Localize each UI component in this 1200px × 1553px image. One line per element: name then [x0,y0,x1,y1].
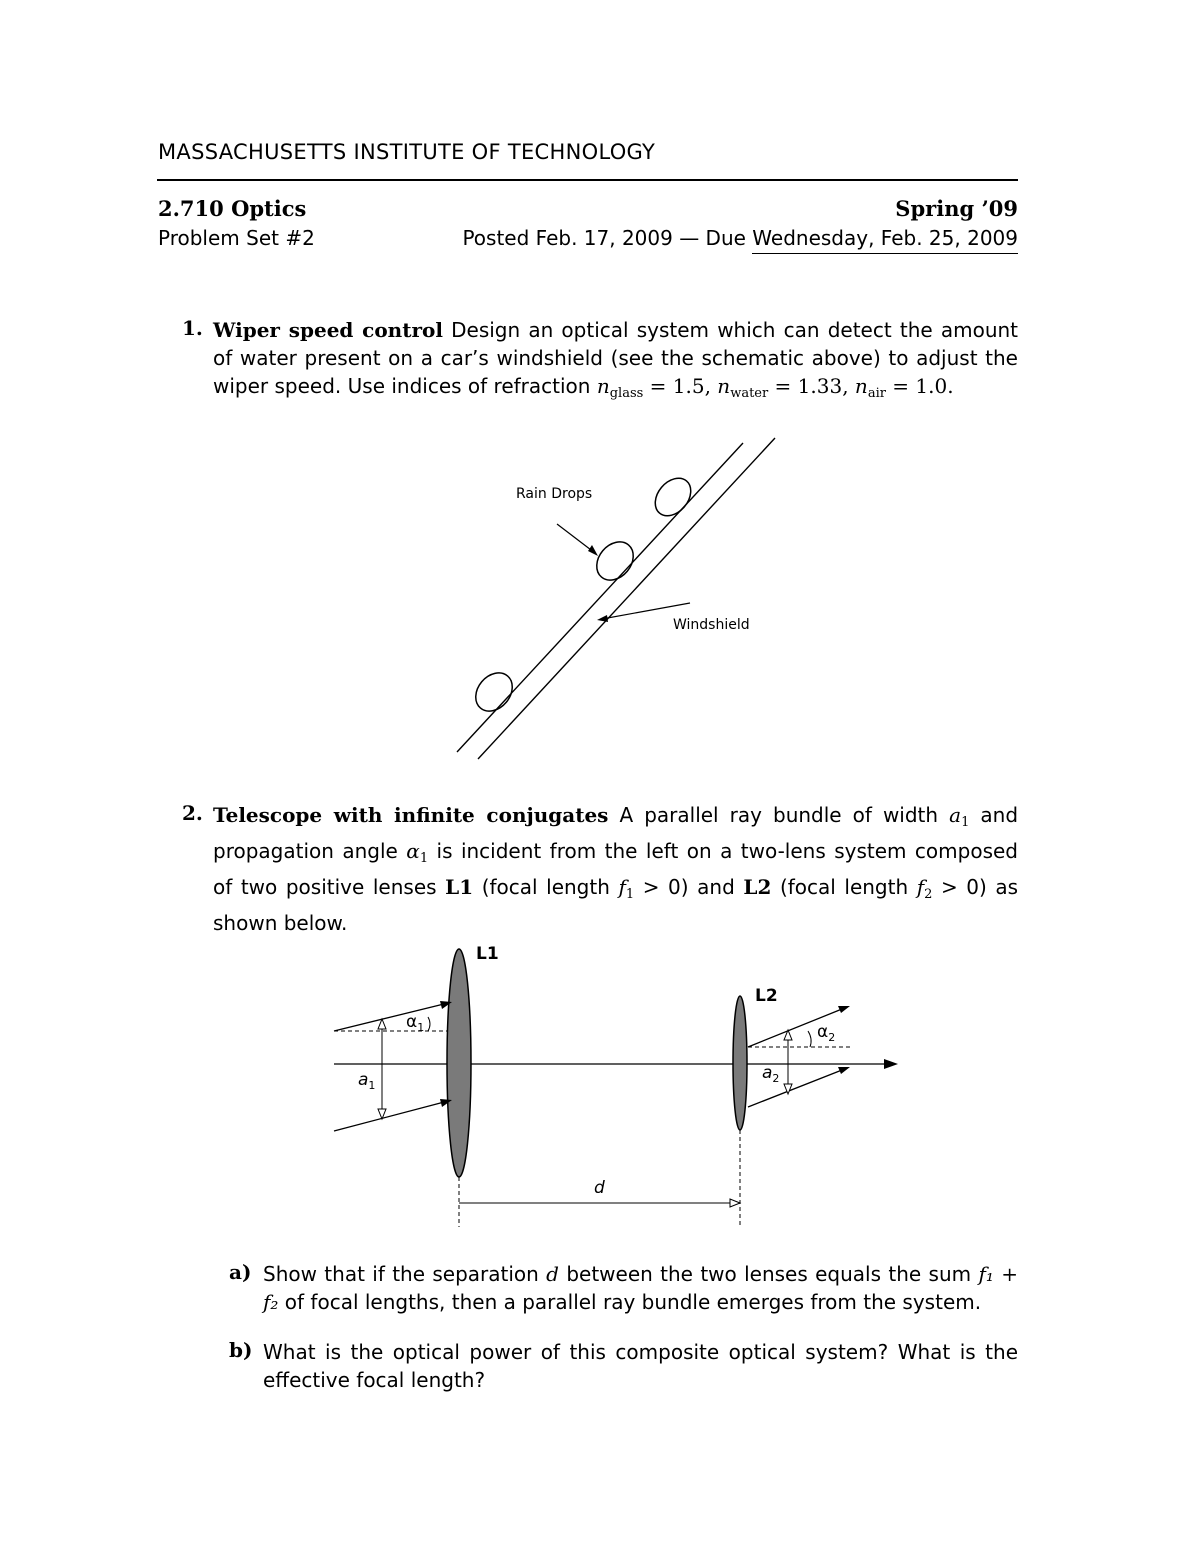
part-a-text: Show that if the separation d between the two lenses equals the sum f₁ + f₂ of focal lengths, then a parallel ray bundle emerges from the system. [263,1262,1018,1314]
f1-plus-f2: f₁ + f₂ [263,1262,1018,1314]
incoming-ray-upper [334,1003,448,1031]
f2-symbol: $f_2$ [916,875,933,902]
posted-due-line [462,226,1018,250]
alpha1-arc [428,1017,430,1031]
f1-symbol: $f_1$ [618,875,635,902]
lens-L1-ref: L1 [445,875,474,899]
rain-drop [589,535,641,588]
problem-1-text: Wiper speed control Design an optical system which can detect the amount of water present on a car’s windshield (see the schematic above) to adjust the wiper speed. Use indices of refraction $n_{glass} = 1.5$, $n_{water} = 1.33$, $n_{air} = 1.0$. [213,318,1019,401]
d-symbol: d [546,1262,559,1286]
label-L1: L1 [476,944,499,964]
label-L2: L2 [755,986,778,1006]
label-a1: $a_1$ [358,1070,376,1092]
alpha2-arc [808,1031,811,1047]
a1-symbol: $a_1$ [949,803,970,830]
n-water: $n_{water}$ [717,374,769,401]
n-air: $n_{air}$ [854,374,886,401]
part-a-label: a) [229,1260,252,1284]
lens-L2-ref: L2 [743,875,772,899]
windshield-edge-outer [457,443,743,752]
problem-1-body: Design an optical system which can detect the amount of water present on a car’s windshield (see the schematic above) to adjust the wiper speed. Use indices of refraction [213,318,1019,398]
outgoing-ray-lower-arrow [838,1067,850,1074]
problem-2-text: Telescope with infinite conjugates A parallel ray bundle of width $a_1$ and propagation angle $\alpha_1$ is incident from the left on a two-lens system composed of two positive lenses L1 (focal length $f_1 > 0$) and L2 (focal length $f_2 > 0$) as shown below. [213,803,1019,935]
outgoing-ray-upper-arrow [838,1006,850,1013]
problem-1-number: 1. [182,316,203,340]
rain-pointer [557,524,595,553]
label-rain-drops: Rain Drops [516,486,593,502]
windshield-pointer-arrowhead [597,615,608,622]
rain-pointer-arrowhead [588,545,598,556]
semester: Spring ’09 [895,196,1018,221]
posted-text: Posted Feb. 17, 2009 — Due [462,226,753,250]
label-alpha1: $\alpha_1$ [406,1012,425,1034]
problem-set-label: Problem Set #2 [158,226,315,250]
problem-1-title: Wiper speed control [213,318,443,342]
windshield-figure [440,430,800,770]
incoming-ray-lower [334,1101,448,1131]
problem-2-title: Telescope with infinite conjugates [213,803,609,827]
label-d: d [594,1178,605,1198]
rain-drop [468,666,520,719]
label-alpha2: $\alpha_2$ [817,1022,836,1044]
label-a2: $a_2$ [762,1063,780,1085]
part-b-label: b) [229,1338,253,1362]
rain-drop [648,471,698,522]
optical-axis-arrowhead [884,1059,898,1069]
problem-2-number: 2. [182,801,203,825]
course-title: 2.710 Optics [158,196,307,221]
label-windshield: Windshield [673,617,750,633]
institution-heading: MASSACHUSETTS INSTITUTE OF TECHNOLOGY [158,140,656,164]
d-separation-arrowhead [730,1199,740,1207]
part-b-text: What is the optical power of this composite optical system? What is the effective focal length? [263,1340,1018,1392]
lens-L1 [447,949,471,1177]
telescope-figure [320,935,920,1235]
alpha1-symbol: $\alpha_1$ [406,839,429,866]
n-glass: $n_{glass}$ [596,374,644,401]
lens-L2 [733,996,747,1130]
due-date: Wednesday, Feb. 25, 2009 [752,226,1018,254]
header-rule [157,179,1018,181]
